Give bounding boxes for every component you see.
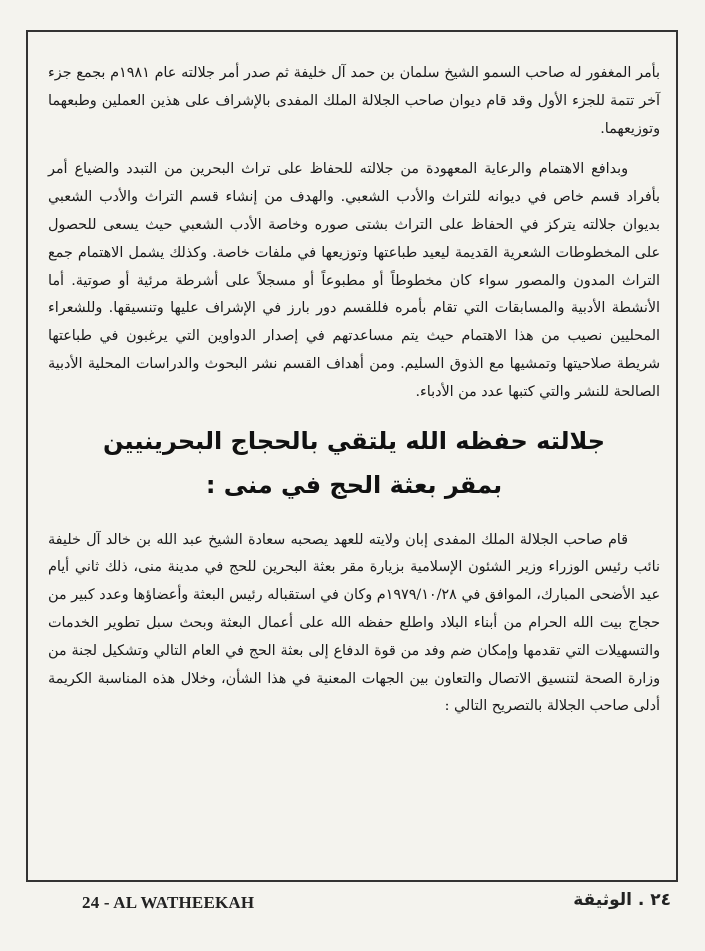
footer-page-label-latin: 24 - AL WATHEEKAH	[82, 893, 255, 912]
paragraph-heritage	[48, 156, 660, 406]
paragraph-hajj-visit	[48, 527, 660, 722]
headline-line-2: بمقر بعثة الحج في منى :	[205, 470, 503, 499]
paragraph-hajj-visit-text: قام صاحب الجلالة الملك المفدى إبان ولايته للعهد يصحبه سعادة الشيخ عبد الله بن خالد آل خليفة نائب رئيس الوزراء وزير الشئون الإسلامية بزيارة مقر بعثة البحرين للحج في مدينة منى، ذلك ثاني أيام عيد الأضحى المبارك، الموافق في ١٩٧٩/١٠/٢٨م وكان في استقباله رئيس البعثة وأعضاؤها وعدد كبير من حجاج بيت الله الحرام من أبناء البلاد واطلع حفظه الله على أعمال البعثة وبحث سبل تطوير الخدمات والتسهيلات التي تقدمها وإمكان ضم وفد من قوة الدفاع إلى بعثة الحج في العام التالي وتشكيل لجنة من وزارة الصحة لتنسيق الاتصال والتعاون بين الجهات المعنية في هذا الشأن، وخلال هذه المناسبة الكريمة أدلى صاحب الجلالة بالتصريح التالي :	[48, 531, 660, 715]
paragraph-heritage-text: وبدافع الاهتمام والرعاية المعهودة من جلالته للحفاظ على تراث البحرين من التبدد والضياع أمر بأفراد قسم خاص في ديوانه للتراث والأدب الشعبي. والهدف من إنشاء قسم التراث والأدب الشعبي بديوان جلالته يتركز في الحفاظ على التراث بشتى صوره وخاصة الأدب الشعبي حيث يسعى للحصول على المخطوطات الشعرية القديمة ليعيد طباعتها وتوزيعها في ملفات خاصة. وكذلك يشمل الاهتمام جمع التراث المدون والمصور سواء كان مخطوطاً أو مطبوعاً أو مسجلاً على أشرطة مرئية أو صوتية. أما الأنشطة الأدبية والمسابقات التي تقام بأمره فللقسم دور بارز في الإشراف عليها وتنسيقها. وللشعراء المحليين نصيب من هذا الاهتمام حيث يتم مساعدتهم في إصدار الدواوين التي يرغبون في طباعتها شريطة صلاحيتها وتمشيها مع الذوق السليم. ومن أهداف القسم نشر البحوث والدراسات المحلية الأدبية الصالحة للنشر والتي كتبها عدد من الأدباء.	[48, 161, 660, 400]
section-headline	[48, 419, 660, 507]
footer-page-label-arabic: ٢٤ . الوثيقة	[573, 890, 671, 910]
headline-line-1: جلالته حفظه الله يلتقي بالحجاج البحرينيين	[102, 426, 606, 455]
paragraph-intro: بأمر المغفور له صاحب السمو الشيخ سلمان بن حمد آل خليفة ثم صدر أمر جلالته عام ١٩٨١م بجمع جزء آخر تتمة للجزء الأول وقد قام ديوان صاحب الجلالة الملك المفدى بالإشراف على هذين العملين وطبعهما وتوزيعهما.	[48, 65, 660, 137]
article-body	[48, 60, 660, 721]
